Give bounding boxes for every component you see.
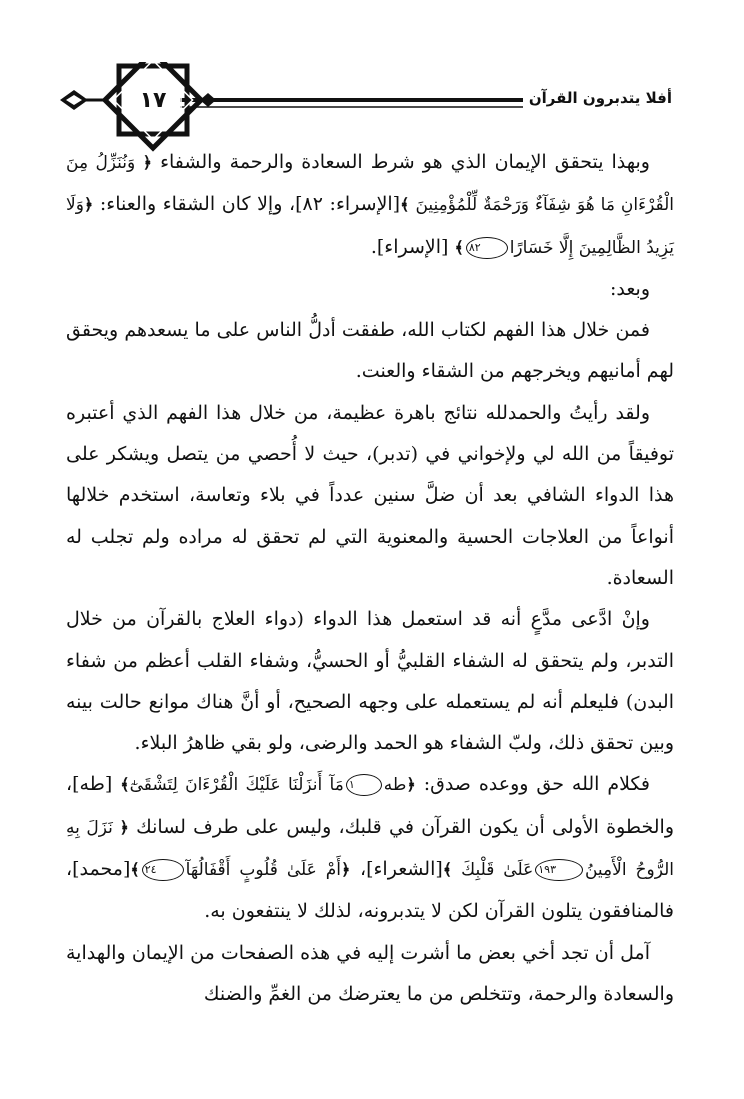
paragraph bbox=[66, 764, 674, 932]
quran-verse: أَمْ عَلَىٰ قُلُوبٍ أَقْفَالُهَآ bbox=[185, 860, 341, 881]
paragraph-text: [الشعراء]، bbox=[350, 858, 443, 881]
paragraph bbox=[66, 393, 674, 599]
paragraph bbox=[66, 269, 674, 310]
paragraph bbox=[66, 310, 674, 393]
paragraph-text: فكلام الله حق ووعده صدق: bbox=[415, 773, 651, 796]
quran-verse: مَآ أَنزَلْنَا عَلَيْكَ الْقُرْءَانَ لِتَشْقَىٰٓ bbox=[129, 775, 344, 796]
ornate-bracket: ﴾ bbox=[454, 237, 464, 257]
ornate-bracket: ﴿ bbox=[340, 860, 351, 880]
ayah-number: ١ bbox=[346, 774, 382, 796]
paragraph-text: [الإسراء: ٨٢]، وإلا كان الشقاء والعناء: bbox=[93, 193, 401, 216]
ornate-bracket: ﴾ bbox=[442, 860, 453, 880]
quran-verse: نَزَلَ بِهِ الرُّوحُ الْأَمِينُ bbox=[66, 817, 675, 881]
body-text bbox=[66, 142, 674, 1015]
ayah-number: ٨٢ bbox=[466, 237, 508, 259]
paragraph-text: [الإسراء]. bbox=[370, 235, 455, 258]
ornate-bracket: ﴾ bbox=[400, 195, 410, 215]
quran-verse: عَلَىٰ قَلْبِكَ bbox=[452, 860, 534, 881]
paragraph-text: وإنْ ادَّعى مدَّعٍ أنه قد استعمل هذا الدواء (دواء العلاج بالقرآن من خلال التدبر، ولم يتحقق له الشفاء القلبيُّ أو الحسيُّ، وشفاء القلب أعظم من شفاء البدن) فليعلم أنه لم يستعمله على وجهه الصحيح، أو أنَّ هناك موانع حالت بينه وبين تحقق ذلك، ولبّ الشفاء هو الحمد والرضى، ولو بقي ظاهرُ البلاء. bbox=[66, 608, 674, 755]
ornate-bracket: ﴿ bbox=[83, 195, 94, 215]
ornate-bracket: ﴿ bbox=[119, 817, 129, 837]
page-number: ١٧ bbox=[139, 88, 167, 113]
paragraph-text: [محمد]، فالمنافقون يتلون القرآن لكن لا يتدبرونه، لذلك لا ينتفعون به. bbox=[66, 858, 674, 923]
paragraph-text: ولقد رأيتُ والحمدلله نتائج باهرة عظيمة، من خلال هذا الفهم الذي أعتبره توفيقاً من الله لي ولإخواني في (تدبر)، حيث لا أُحصي من يتصل ويشكر على هذا الدواء الشافي بعد أن ضلَّ سنين عدداً في بلاء وتعاسة، استخدم خلالها أنواعاً من العلاجات الحسية والمعنوية التي لم تحقق له مراده ولم تجلب له السعادة. bbox=[66, 401, 674, 589]
paragraph bbox=[66, 599, 674, 764]
page-header bbox=[60, 62, 672, 152]
paragraph-text: وبعد: bbox=[609, 277, 650, 300]
ayah-number: ٢٤ bbox=[142, 859, 184, 881]
running-title: أفلا يتدبرون القرآن bbox=[523, 88, 672, 108]
paragraph-text: فمن خلال هذا الفهم لكتاب الله، طفقت أدلُّ الناس على ما يسعدهم ويحقق لهم أمانيهم ويخرجهم من الشقاء والعنت. bbox=[66, 319, 674, 383]
quran-verse: طه bbox=[383, 775, 407, 796]
ornate-bracket: ﴾ bbox=[130, 860, 140, 880]
ornate-bracket: ﴿ bbox=[406, 775, 416, 795]
paragraph-text: [طه]، والخطوة الأولى أن يكون القرآن في قلبك، وليس على طرف لسانك bbox=[66, 773, 674, 838]
quran-verse: وَلَا يَزِيدُ الظَّالِمِينَ إِلَّا خَسَارًا bbox=[66, 195, 674, 258]
ornate-bracket: ﴾ bbox=[120, 775, 130, 795]
ornate-bracket: ﴿ bbox=[142, 153, 153, 172]
quran-verse: وَنُنَزِّلُ مِنَ الْقُرْءَانِ مَا هُوَ شِفَآءٌ وَرَحْمَةٌ لِّلْمُؤْمِنِينَ bbox=[66, 153, 674, 216]
paragraph bbox=[66, 142, 674, 269]
paragraph bbox=[66, 933, 674, 1016]
paragraph-text: آمل أن تجد أخي بعض ما أشرت إليه في هذه الصفحات من الإيمان والهداية والسعادة والرحمة، وتتخلص من ما يعترضك من الغمِّ والضنك bbox=[66, 941, 674, 1005]
paragraph-text: وبهذا يتحقق الإيمان الذي هو شرط السعادة والرحمة والشفاء bbox=[152, 151, 650, 173]
ayah-number: ١٩٣ bbox=[535, 859, 583, 881]
